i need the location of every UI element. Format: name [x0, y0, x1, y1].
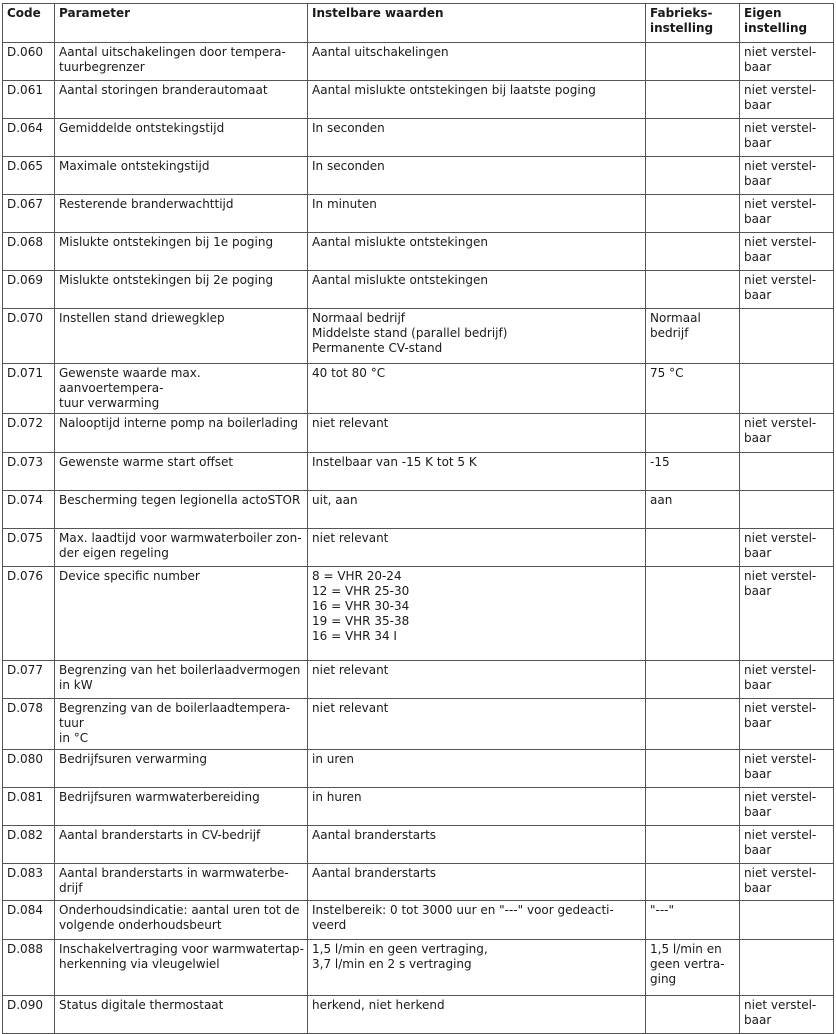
cell-code: D.088	[3, 940, 55, 996]
cell-values: 40 tot 80 °C	[308, 364, 646, 414]
table-row	[3, 43, 834, 81]
cell-parameter: Mislukte ontstekingen bij 2e poging	[55, 271, 308, 309]
cell-values: Aantal branderstarts	[308, 826, 646, 864]
cell-own-setting: niet verstel- baar	[740, 996, 834, 1034]
cell-code: D.083	[3, 864, 55, 901]
cell-parameter: Nalooptijd interne pomp na boilerlading	[55, 414, 308, 453]
cell-code: D.081	[3, 788, 55, 826]
cell-parameter: Aantal branderstarts in CV-bedrijf	[55, 826, 308, 864]
cell-values: Instelbaar van -15 K tot 5 K	[308, 453, 646, 491]
cell-factory-setting	[646, 788, 740, 826]
cell-parameter: Bedrijfsuren warmwaterbereiding	[55, 788, 308, 826]
cell-parameter: Onderhoudsindicatie: aantal uren tot de volgende onderhoudsbeurt	[55, 901, 308, 940]
cell-factory-setting: aan	[646, 491, 740, 529]
cell-values: in uren	[308, 750, 646, 788]
cell-code: D.074	[3, 491, 55, 529]
cell-own-setting: niet verstel- baar	[740, 271, 834, 309]
cell-code: D.082	[3, 826, 55, 864]
table-row	[3, 996, 834, 1034]
cell-values: niet relevant	[308, 529, 646, 567]
cell-parameter: Bedrijfsuren verwarming	[55, 750, 308, 788]
cell-factory-setting	[646, 864, 740, 901]
cell-parameter: Resterende branderwachttijd	[55, 195, 308, 233]
cell-values: niet relevant	[308, 699, 646, 750]
cell-code: D.061	[3, 81, 55, 119]
cell-factory-setting	[646, 996, 740, 1034]
header-own-setting: Eigen instelling	[740, 4, 834, 43]
cell-values: Instelbereik: 0 tot 3000 uur en "---" voor gedeacti- veerd	[308, 901, 646, 940]
table-row	[3, 826, 834, 864]
cell-factory-setting	[646, 567, 740, 661]
cell-factory-setting	[646, 699, 740, 750]
cell-factory-setting	[646, 750, 740, 788]
cell-parameter: Bescherming tegen legionella actoSTOR	[55, 491, 308, 529]
table-row	[3, 157, 834, 195]
cell-factory-setting	[646, 43, 740, 81]
cell-parameter: Begrenzing van het boilerlaadvermogen in kW	[55, 661, 308, 699]
cell-factory-setting	[646, 271, 740, 309]
cell-own-setting: niet verstel- baar	[740, 750, 834, 788]
cell-code: D.084	[3, 901, 55, 940]
cell-values: Aantal uitschakelingen	[308, 43, 646, 81]
cell-own-setting: niet verstel- baar	[740, 529, 834, 567]
table-row	[3, 529, 834, 567]
cell-own-setting	[740, 491, 834, 529]
table-row	[3, 81, 834, 119]
cell-factory-setting	[646, 195, 740, 233]
header-row	[3, 4, 834, 43]
cell-code: D.069	[3, 271, 55, 309]
header-values: Instelbare waarden	[308, 4, 646, 43]
table-row	[3, 309, 834, 364]
cell-parameter: Aantal branderstarts in warmwaterbe- drijf	[55, 864, 308, 901]
cell-factory-setting: "---"	[646, 901, 740, 940]
cell-own-setting	[740, 309, 834, 364]
cell-own-setting	[740, 453, 834, 491]
cell-code: D.077	[3, 661, 55, 699]
cell-own-setting: niet verstel- baar	[740, 119, 834, 157]
header-factory-setting: Fabrieks- instelling	[646, 4, 740, 43]
cell-factory-setting: -15	[646, 453, 740, 491]
cell-own-setting: niet verstel- baar	[740, 43, 834, 81]
cell-values: herkend, niet herkend	[308, 996, 646, 1034]
cell-own-setting: niet verstel- baar	[740, 661, 834, 699]
cell-parameter: Mislukte ontstekingen bij 1e poging	[55, 233, 308, 271]
cell-values: Aantal mislukte ontstekingen	[308, 233, 646, 271]
cell-own-setting: niet verstel- baar	[740, 864, 834, 901]
cell-own-setting: niet verstel- baar	[740, 233, 834, 271]
cell-own-setting	[740, 940, 834, 996]
cell-code: D.060	[3, 43, 55, 81]
cell-values: In seconden	[308, 157, 646, 195]
cell-own-setting: niet verstel- baar	[740, 195, 834, 233]
cell-parameter: Gewenste waarde max. aanvoertempera- tuur verwarming	[55, 364, 308, 414]
table-row	[3, 661, 834, 699]
header-code: Code	[3, 4, 55, 43]
table-row	[3, 271, 834, 309]
cell-factory-setting	[646, 119, 740, 157]
cell-code: D.064	[3, 119, 55, 157]
cell-factory-setting	[646, 826, 740, 864]
cell-values: niet relevant	[308, 414, 646, 453]
cell-parameter: Instellen stand driewegklep	[55, 309, 308, 364]
table-row	[3, 940, 834, 996]
cell-parameter: Begrenzing van de boilerlaadtempera- tuur in °C	[55, 699, 308, 750]
cell-code: D.071	[3, 364, 55, 414]
cell-values: In minuten	[308, 195, 646, 233]
table-row	[3, 195, 834, 233]
cell-code: D.076	[3, 567, 55, 661]
cell-values: In seconden	[308, 119, 646, 157]
cell-values: Aantal branderstarts	[308, 864, 646, 901]
cell-code: D.078	[3, 699, 55, 750]
cell-own-setting	[740, 901, 834, 940]
cell-own-setting	[740, 364, 834, 414]
cell-own-setting: niet verstel- baar	[740, 81, 834, 119]
cell-values: uit, aan	[308, 491, 646, 529]
cell-own-setting: niet verstel- baar	[740, 567, 834, 661]
cell-parameter: Inschakelvertraging voor warmwatertap- herkenning via vleugelwiel	[55, 940, 308, 996]
table-row	[3, 567, 834, 661]
cell-values: 8 = VHR 20-24 12 = VHR 25-30 16 = VHR 30-34 19 = VHR 35-38 16 = VHR 34 I	[308, 567, 646, 661]
cell-values: Aantal mislukte ontstekingen	[308, 271, 646, 309]
table-row	[3, 491, 834, 529]
cell-factory-setting	[646, 414, 740, 453]
cell-values: Normaal bedrijf Middelste stand (parallel bedrijf) Permanente CV-stand	[308, 309, 646, 364]
header-parameter: Parameter	[55, 4, 308, 43]
cell-own-setting: niet verstel- baar	[740, 157, 834, 195]
cell-values: in huren	[308, 788, 646, 826]
cell-code: D.065	[3, 157, 55, 195]
cell-values: Aantal mislukte ontstekingen bij laatste poging	[308, 81, 646, 119]
cell-parameter: Max. laadtijd voor warmwaterboiler zon- der eigen regeling	[55, 529, 308, 567]
cell-code: D.080	[3, 750, 55, 788]
cell-parameter: Aantal storingen branderautomaat	[55, 81, 308, 119]
cell-own-setting: niet verstel- baar	[740, 826, 834, 864]
cell-own-setting: niet verstel- baar	[740, 788, 834, 826]
cell-code: D.073	[3, 453, 55, 491]
cell-factory-setting	[646, 661, 740, 699]
cell-code: D.068	[3, 233, 55, 271]
cell-code: D.075	[3, 529, 55, 567]
cell-factory-setting	[646, 233, 740, 271]
table-row	[3, 414, 834, 453]
cell-code: D.090	[3, 996, 55, 1034]
table-row	[3, 119, 834, 157]
table-row	[3, 699, 834, 750]
cell-parameter: Gemiddelde ontstekingstijd	[55, 119, 308, 157]
table-row	[3, 788, 834, 826]
cell-own-setting: niet verstel- baar	[740, 699, 834, 750]
cell-factory-setting	[646, 529, 740, 567]
cell-parameter: Status digitale thermostaat	[55, 996, 308, 1034]
parameter-table	[2, 3, 834, 1034]
cell-code: D.072	[3, 414, 55, 453]
cell-own-setting: niet verstel- baar	[740, 414, 834, 453]
cell-factory-setting	[646, 81, 740, 119]
cell-parameter: Aantal uitschakelingen door tempera- tuurbegrenzer	[55, 43, 308, 81]
table-row	[3, 864, 834, 901]
table-row	[3, 453, 834, 491]
table-row	[3, 364, 834, 414]
table-row	[3, 233, 834, 271]
cell-code: D.067	[3, 195, 55, 233]
cell-factory-setting: 75 °C	[646, 364, 740, 414]
cell-values: niet relevant	[308, 661, 646, 699]
table-row	[3, 750, 834, 788]
cell-factory-setting: 1,5 l/min en geen vertra- ging	[646, 940, 740, 996]
cell-parameter: Maximale ontstekingstijd	[55, 157, 308, 195]
cell-factory-setting: Normaal bedrijf	[646, 309, 740, 364]
cell-values: 1,5 l/min en geen vertraging, 3,7 l/min en 2 s vertraging	[308, 940, 646, 996]
table-row	[3, 901, 834, 940]
cell-factory-setting	[646, 157, 740, 195]
cell-parameter: Device specific number	[55, 567, 308, 661]
cell-code: D.070	[3, 309, 55, 364]
cell-parameter: Gewenste warme start offset	[55, 453, 308, 491]
